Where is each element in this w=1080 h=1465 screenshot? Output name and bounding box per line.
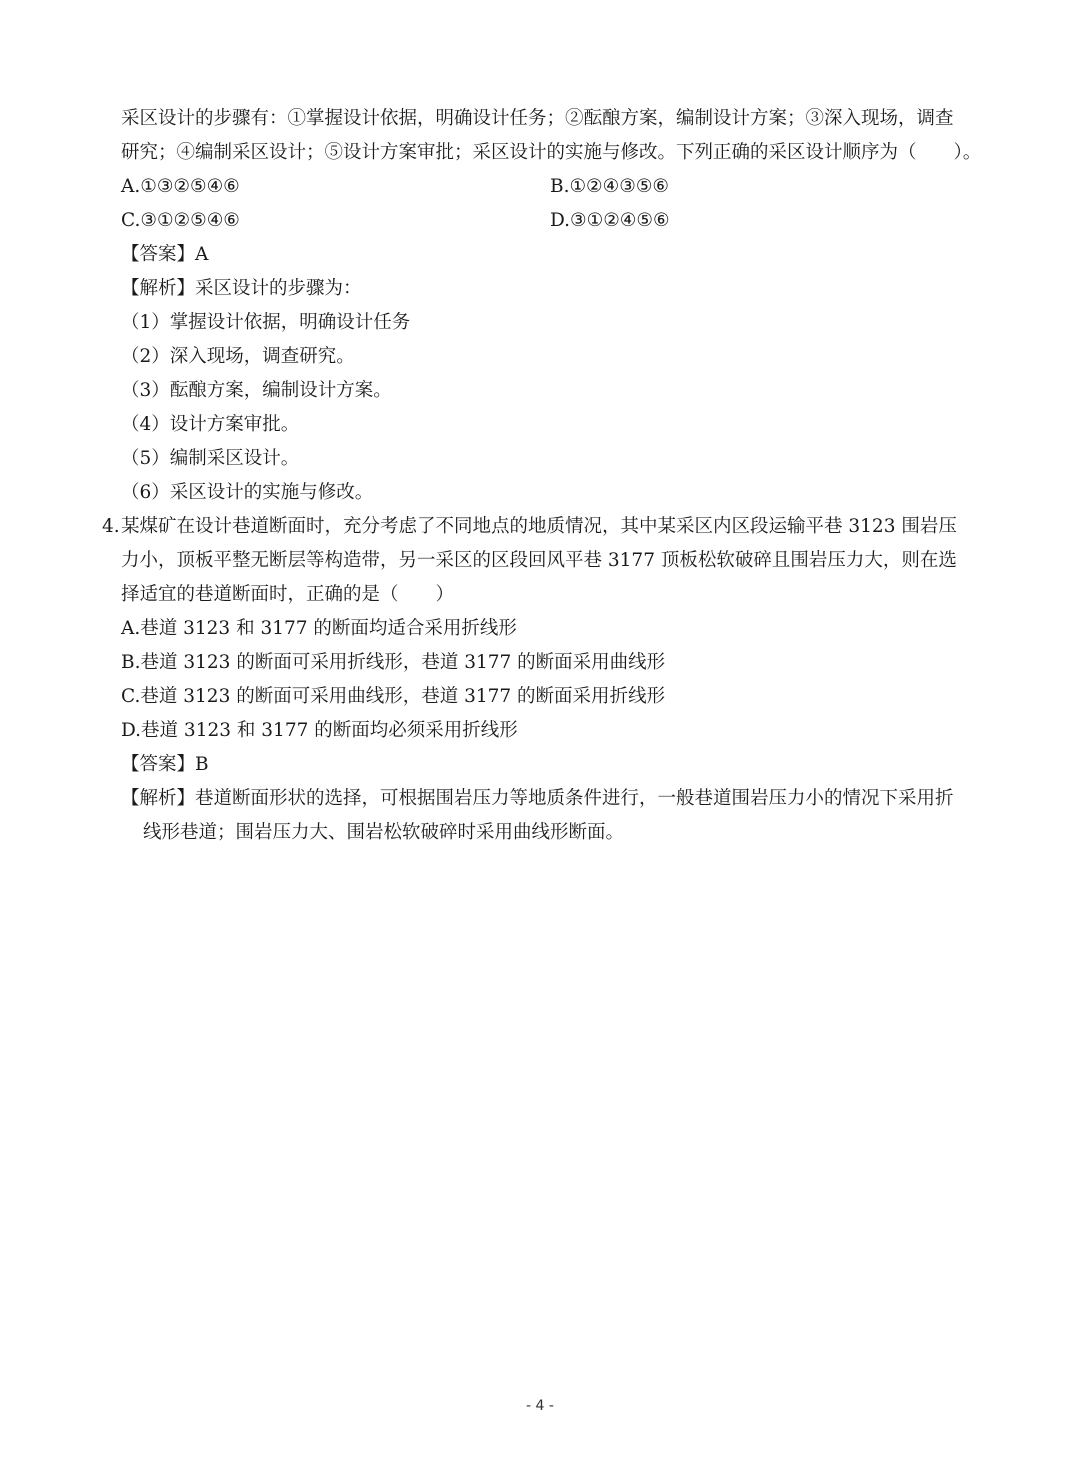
- q4-analysis-line-1: 【解析】巷道断面形状的选择，可根据围岩压力等地质条件进行，一般巷道围岩压力小的情况下采用折: [121, 788, 954, 809]
- q3-option-a: A.①③②⑤④⑥: [121, 176, 240, 197]
- q3-stem-line-2: 研究；④编制采区设计；⑤设计方案审批；采区设计的实施与修改。下列正确的采区设计顺序为（ ）。: [121, 142, 982, 163]
- q4-option-d: D.巷道 3123 和 3177 的断面均必须采用折线形: [121, 720, 518, 741]
- q3-step-6: （6）采区设计的实施与修改。: [121, 482, 374, 503]
- q3-step-4: （4）设计方案审批。: [121, 414, 300, 435]
- q3-option-c: C.③①②⑤④⑥: [121, 210, 240, 231]
- q4-stem-line-3: 择适宜的巷道断面时，正确的是（ ）: [121, 584, 455, 605]
- q4-option-b: B.巷道 3123 的断面可采用折线形，巷道 3177 的断面采用曲线形: [121, 652, 666, 673]
- q4-stem-line-2: 力小，顶板平整无断层等构造带，另一采区的区段回风平巷 3177 顶板松软破碎且围岩压力大，则在选: [121, 550, 957, 571]
- q4-option-a: A.巷道 3123 和 3177 的断面均适合采用折线形: [121, 618, 517, 639]
- q4-number: 4.: [102, 516, 120, 537]
- q3-step-3: （3）酝酿方案，编制设计方案。: [121, 380, 392, 401]
- page-number: - 4 -: [526, 1398, 554, 1414]
- q3-step-2: （2）深入现场，调查研究。: [121, 346, 355, 367]
- q3-step-5: （5）编制采区设计。: [121, 448, 300, 469]
- question-4: [102, 510, 979, 850]
- question-3: [121, 102, 982, 510]
- q3-analysis-title: 【解析】采区设计的步骤为：: [121, 278, 362, 299]
- q3-option-d: D.③①②④⑤⑥: [550, 210, 670, 231]
- q4-analysis-line-2: 线形巷道；围岩压力大、围岩松软破碎时采用曲线形断面。: [143, 822, 625, 843]
- q4-option-c: C.巷道 3123 的断面可采用曲线形，巷道 3177 的断面采用折线形: [121, 686, 666, 707]
- q4-answer: 【答案】B: [121, 754, 209, 775]
- q3-stem-line-1: 采区设计的步骤有：①掌握设计依据，明确设计任务；②酝酿方案，编制设计方案；③深入现场，调查: [121, 108, 954, 129]
- q3-options-row-1: [121, 170, 979, 204]
- q3-step-1: （1）掌握设计依据，明确设计任务: [121, 312, 411, 333]
- page-content: [102, 102, 982, 850]
- q3-options-row-2: [121, 204, 979, 238]
- q4-stem-line-1: 某煤矿在设计巷道断面时，充分考虑了不同地点的地质情况，其中某采区内区段运输平巷 3123 围岩压: [121, 516, 957, 537]
- q3-answer: 【答案】A: [121, 244, 209, 265]
- q3-option-b: B.①②④③⑤⑥: [550, 176, 669, 197]
